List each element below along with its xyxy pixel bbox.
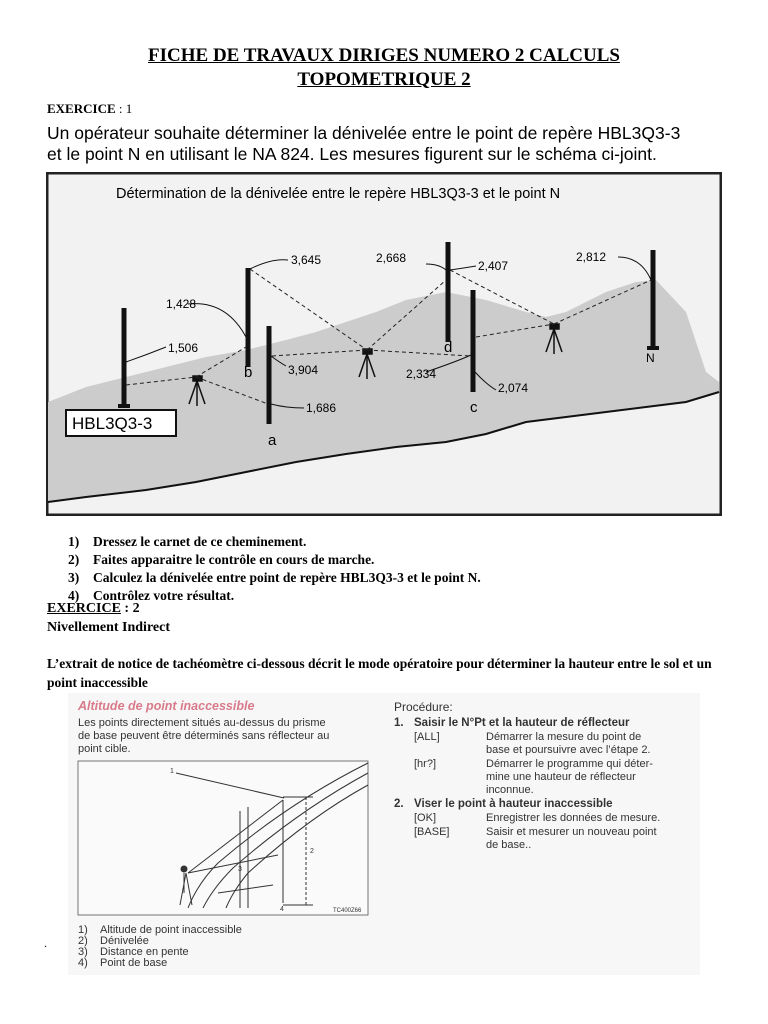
step1-title: Saisir le N°Pt et la hauteur de réflecteur (414, 717, 630, 729)
intro-line-2: et le point N en utilisant le NA 824. Les mesures figurent sur le schéma ci-joint. (47, 144, 657, 164)
figure-caption: Détermination de la dénivelée entre le repère HBL3Q3-3 et le point N (116, 186, 561, 202)
svg-text:[hr?]: [hr?] (414, 758, 437, 770)
reading-7: 2,407 (478, 259, 509, 273)
exercise1-label: EXERCICE (47, 101, 116, 116)
exercise2-label: EXERCICE (47, 601, 121, 616)
exercise2-paragraph: L’extrait de notice de tachéomètre ci-dessous décrit le mode opératoire pour déterminer la hauteur entre le sol et un point inaccessible (47, 656, 712, 690)
svg-text:1: 1 (170, 768, 174, 775)
svg-text:[ALL]: [ALL] (414, 731, 440, 743)
exercise1-number: : 1 (115, 101, 133, 116)
svg-text:2: 2 (310, 848, 314, 855)
reading-5: 1,686 (306, 401, 337, 415)
step2-title: Viser le point à hauteur inaccessible (414, 798, 613, 810)
svg-text:Saisir et mesurer un nouveau p: Saisir et mesurer un nouveau point (486, 826, 657, 838)
svg-text:2): 2) (78, 935, 88, 947)
svg-text:Démarrer la mesure du point de: Démarrer la mesure du point de (486, 731, 642, 743)
svg-text:Démarrer le programme qui déte: Démarrer le programme qui déter- (486, 758, 653, 770)
svg-text:Distance en pente: Distance en pente (100, 946, 189, 958)
reading-10: 2,812 (576, 250, 607, 264)
exercise2-number: : 2 (120, 601, 140, 616)
svg-text:2.: 2. (394, 798, 404, 810)
title-line-1: FICHE DE TRAVAUX DIRIGES NUMERO 2 CALCULS (148, 45, 620, 66)
svg-text:Dénivelée: Dénivelée (100, 935, 149, 947)
reading-4: 3,904 (288, 363, 319, 377)
exercise1-questions (68, 533, 481, 605)
svg-text:[OK]: [OK] (414, 812, 437, 824)
svg-text:de base..: de base.. (486, 839, 532, 851)
page-title (0, 44, 768, 92)
svg-text:4): 4) (78, 957, 88, 969)
label-c: c (470, 399, 478, 416)
exercise1-intro (47, 123, 727, 165)
reading-9: 2,074 (498, 381, 529, 395)
svg-text:1): 1) (78, 924, 88, 936)
svg-text:Point de base: Point de base (100, 957, 168, 969)
question-3: 3) Calculez la dénivelée entre point de repère HBL3Q3-3 et le point N. (68, 570, 481, 585)
label-d: d (444, 339, 453, 356)
svg-text:Altitude de point inaccessible: Altitude de point inaccessible (100, 924, 242, 936)
reading-1: 1,506 (168, 341, 199, 355)
reading-2: 1,428 (166, 297, 197, 311)
svg-text:3: 3 (238, 866, 242, 873)
manual-extract (68, 693, 700, 975)
intro-line-1: Un opérateur souhaite déterminer la dénivelée entre le point de repère HBL3Q3-3 (47, 123, 681, 143)
question-2: 2) Faites apparaitre le contrôle en cours de marche. (68, 552, 375, 567)
exercise2-heading (47, 601, 140, 617)
figure-code: TC400Z66 (333, 908, 362, 914)
svg-text:Les points directement situés: Les points directement situés au-dessus du prisme (78, 717, 326, 729)
reading-3: 3,645 (291, 253, 322, 267)
svg-text:Enregistrer les données de mes: Enregistrer les données de mesure. (486, 812, 661, 824)
benchmark-label: HBL3Q3-3 (72, 414, 153, 433)
svg-text:base et poursuivre avec l’étap: base et poursuivre avec l’étape 2. (486, 744, 651, 756)
leveling-figure (46, 172, 722, 516)
title-line-2: TOPOMETRIQUE 2 (297, 69, 471, 90)
svg-text:de base peuvent être déterminé: de base peuvent être déterminés sans réflecteur au (78, 730, 330, 742)
question-1: 1) Dressez le carnet de ce cheminement. (68, 534, 307, 549)
svg-text:inconnue.: inconnue. (486, 784, 534, 796)
label-n: N (646, 351, 655, 365)
reading-6: 2,668 (376, 251, 407, 265)
svg-text:3): 3) (78, 946, 88, 958)
procedure-title: Procédure: (394, 700, 453, 714)
svg-text:1.: 1. (394, 717, 404, 729)
svg-text:[BASE]: [BASE] (414, 826, 450, 838)
reading-8: 2,334 (406, 367, 437, 381)
exercise1-heading (47, 101, 132, 117)
stray-mark: . (44, 936, 47, 950)
label-a: a (268, 432, 277, 449)
label-b: b (244, 364, 253, 381)
svg-text:mine une hauteur de réflecteur: mine une hauteur de réflecteur (486, 771, 636, 783)
svg-text:point cible.: point cible. (78, 743, 131, 755)
manual-heading: Altitude de point inaccessible (78, 699, 255, 713)
question-4: 4) Contrôlez votre résultat. (68, 588, 235, 603)
exercise2-subtitle: Nivellement Indirect (47, 620, 170, 635)
svg-text:4: 4 (280, 906, 284, 913)
